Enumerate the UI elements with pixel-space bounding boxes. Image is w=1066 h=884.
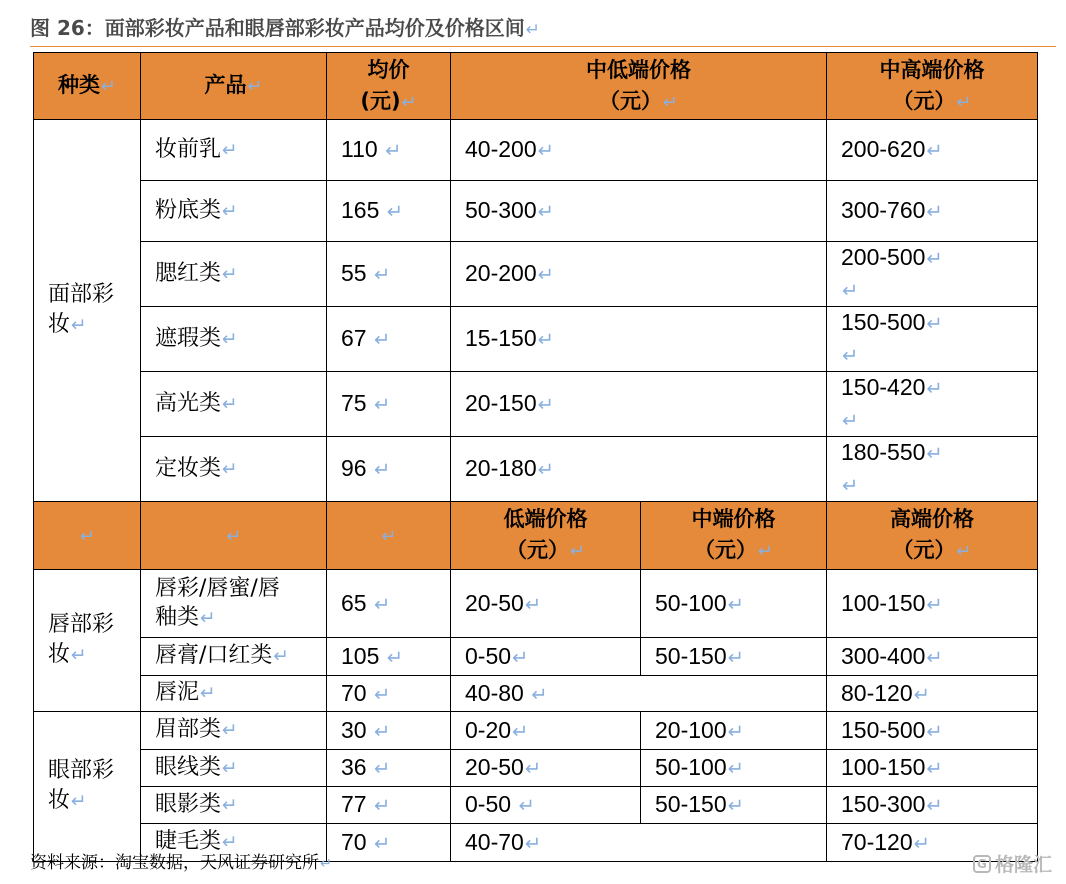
table-row: [34, 712, 1038, 750]
header-empty: ↵: [327, 502, 451, 570]
header-category: 种类↵: [34, 53, 141, 120]
low-cell: 0-20↵: [451, 712, 641, 750]
low-mid-cell: 40-80 ↵: [451, 676, 827, 712]
table-row: [34, 307, 1038, 372]
table-row: [34, 676, 1038, 712]
watermark: [973, 850, 1052, 877]
avg-cell: 70 ↵: [327, 676, 451, 712]
header-mid-high-price: 中高端价格 （元）↵: [827, 53, 1038, 120]
title-rule: [30, 46, 1056, 47]
high-cell: 70-120↵: [827, 824, 1038, 862]
high-cell: 300-400↵: [827, 638, 1038, 676]
mid-cell: 50-100↵: [641, 570, 827, 638]
avg-cell: 105 ↵: [327, 638, 451, 676]
product-cell: 粉底类↵: [141, 181, 327, 242]
avg-cell: 65 ↵: [327, 570, 451, 638]
header-empty: ↵: [141, 502, 327, 570]
table-row: [34, 120, 1038, 181]
avg-cell: 55 ↵: [327, 242, 451, 307]
avg-cell: 36 ↵: [327, 750, 451, 787]
table-row: [34, 750, 1038, 787]
header-product: 产品↵: [141, 53, 327, 120]
low-mid-cell: 40-70↵: [451, 824, 827, 862]
header-mid-price: 中端价格 （元）↵: [641, 502, 827, 570]
header-high-price: 高端价格 （元）↵: [827, 502, 1038, 570]
product-cell: 眉部类↵: [141, 712, 327, 750]
mid-cell: 50-100↵: [641, 750, 827, 787]
category-lip: 唇部彩 妆↵: [34, 570, 141, 712]
table-row: [34, 570, 1038, 638]
high-cell: 150-500↵: [827, 712, 1038, 750]
figure-title: [30, 12, 540, 41]
mid-cell: 50-150↵: [641, 787, 827, 824]
mid-low-cell: 20-200↵: [451, 242, 827, 307]
product-cell: 睫毛类↵: [141, 824, 327, 862]
source-note: 资料来源：淘宝数据，天风证券研究所↵: [30, 853, 333, 873]
avg-cell: 165 ↵: [327, 181, 451, 242]
mid-low-cell: 15-150↵: [451, 307, 827, 372]
mid-high-cell: 300-760↵: [827, 181, 1038, 242]
mid-high-cell: 200-500↵ ↵: [827, 242, 1038, 307]
high-cell: 150-300↵: [827, 787, 1038, 824]
table-row: [34, 372, 1038, 437]
low-cell: 0-50↵: [451, 638, 641, 676]
product-cell: 唇泥↵: [141, 676, 327, 712]
category-eye: 眼部彩 妆↵: [34, 712, 141, 862]
mid-high-cell: 150-500↵ ↵: [827, 307, 1038, 372]
product-cell: 眼线类↵: [141, 750, 327, 787]
price-table: [33, 52, 1038, 862]
mid-high-cell: 200-620↵: [827, 120, 1038, 181]
mid-low-cell: 50-300↵: [451, 181, 827, 242]
product-cell: 唇彩/唇蜜/唇 釉类↵: [141, 570, 327, 638]
avg-cell: 75 ↵: [327, 372, 451, 437]
watermark-text: 格隆汇: [994, 854, 1052, 876]
watermark-logo-icon: G: [973, 855, 991, 873]
product-cell: 高光类↵: [141, 372, 327, 437]
product-cell: 唇膏/口红类↵: [141, 638, 327, 676]
table-row: [34, 787, 1038, 824]
mid-cell: 20-100↵: [641, 712, 827, 750]
avg-cell: 77 ↵: [327, 787, 451, 824]
mid-high-cell: 180-550↵ ↵: [827, 437, 1038, 502]
mid-cell: 50-150↵: [641, 638, 827, 676]
avg-cell: 70 ↵: [327, 824, 451, 862]
high-cell: 100-150↵: [827, 570, 1038, 638]
avg-cell: 30 ↵: [327, 712, 451, 750]
product-cell: 腮红类↵: [141, 242, 327, 307]
mid-high-cell: 150-420↵ ↵: [827, 372, 1038, 437]
avg-cell: 96 ↵: [327, 437, 451, 502]
product-cell: 眼影类↵: [141, 787, 327, 824]
low-cell: 20-50↵: [451, 750, 641, 787]
low-cell: 0-50 ↵: [451, 787, 641, 824]
mid-low-cell: 20-180↵: [451, 437, 827, 502]
avg-cell: 67 ↵: [327, 307, 451, 372]
product-cell: 遮瑕类↵: [141, 307, 327, 372]
high-cell: 100-150↵: [827, 750, 1038, 787]
mid-low-cell: 20-150↵: [451, 372, 827, 437]
paragraph-mark: ↵: [525, 20, 541, 40]
header-empty: ↵: [34, 502, 141, 570]
header-mid-low-price: 中低端价格 （元）↵: [451, 53, 827, 120]
high-cell: 80-120↵: [827, 676, 1038, 712]
table-row: [34, 242, 1038, 307]
avg-cell: 110 ↵: [327, 120, 451, 181]
header-low-price: 低端价格 （元）↵: [451, 502, 641, 570]
category-face: 面部彩 妆↵: [34, 120, 141, 502]
mid-low-cell: 40-200↵: [451, 120, 827, 181]
table-row: [34, 181, 1038, 242]
product-cell: 定妆类↵: [141, 437, 327, 502]
header-row-lip-eye: [34, 502, 1038, 570]
table-row: [34, 437, 1038, 502]
low-cell: 20-50↵: [451, 570, 641, 638]
product-cell: 妆前乳↵: [141, 120, 327, 181]
header-row-face: [34, 53, 1038, 120]
header-avg-price: 均价 (元)↵: [327, 53, 451, 120]
figure-title-text: 图 26：面部彩妆产品和眼唇部彩妆产品均价及价格区间: [30, 16, 525, 40]
table-row: [34, 638, 1038, 676]
